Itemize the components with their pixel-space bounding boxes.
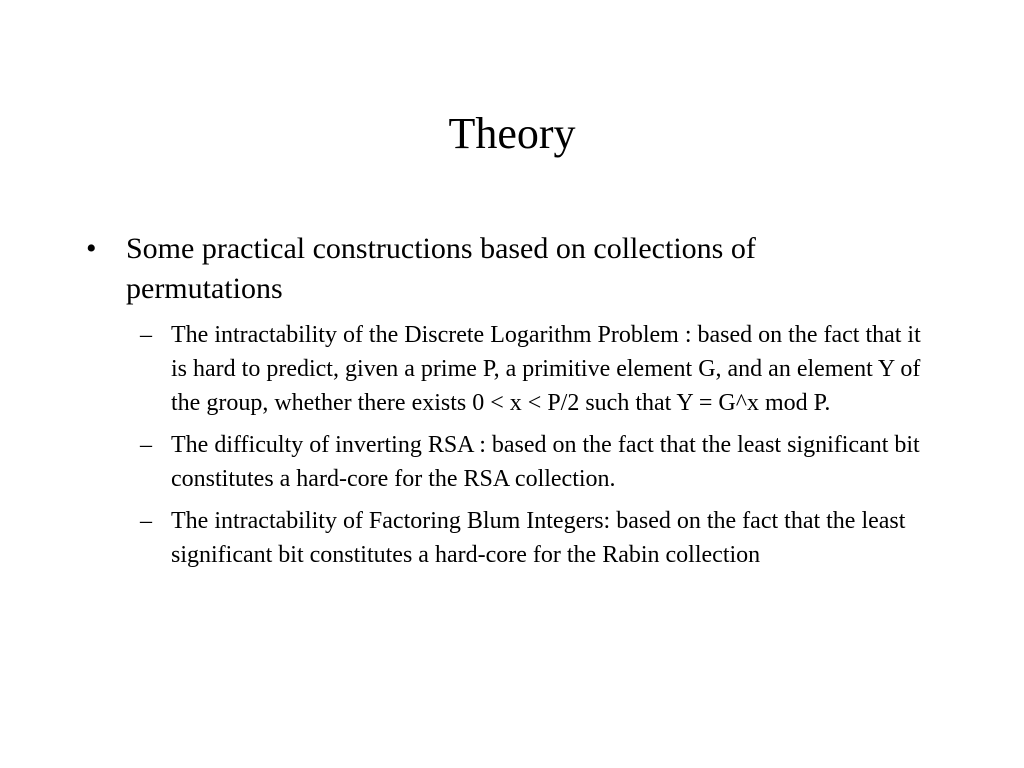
sub-bullet-rsa — [140, 428, 950, 496]
sub-bullet-text: The intractability of Factoring Blum Integers: based on the fact that the least significant bit constitutes a hard-core for the Rabin collection — [171, 508, 906, 568]
main-bullet — [86, 229, 946, 309]
sub-bullet-text: The intractability of the Discrete Logarithm Problem : based on the fact that it is hard to predict, given a prime P, a primitive element G, and an element Y of the group, whether there exists 0 < x < P/2 such that Y = G^x mod P. — [171, 322, 921, 416]
slide-title: Theory — [448, 109, 576, 158]
sub-bullet-marker: – — [140, 322, 152, 348]
sub-bullet-text: The difficulty of inverting RSA : based on the fact that the least significant bit constitutes a hard-core for the RSA collection. — [171, 432, 920, 492]
sub-bullet-marker: – — [140, 432, 152, 458]
sub-bullet-discrete-log — [140, 318, 950, 420]
bullet-marker: • — [86, 232, 97, 265]
sub-bullet-list — [140, 318, 950, 580]
sub-bullet-marker: – — [140, 508, 152, 534]
sub-bullet-blum-integers — [140, 504, 950, 572]
main-bullet-text: Some practical constructions based on collections of permutations — [126, 232, 756, 305]
